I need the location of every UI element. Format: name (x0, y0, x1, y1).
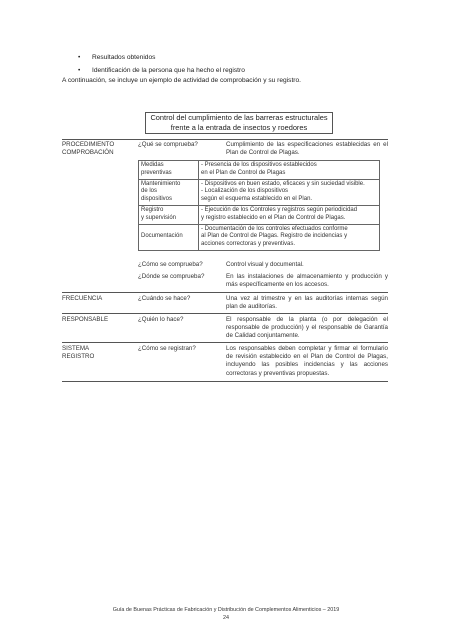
table-rule (62, 292, 388, 293)
answer-donde: En las instalaciones de almacenamiento y producción y más específicamente en los accesos. (226, 273, 388, 289)
bullet-text: Resultados obtenidos (92, 54, 156, 61)
row-label-line: REGISTRO (62, 353, 95, 361)
inner-row (139, 205, 380, 224)
question-que: ¿Qué se comprueba? (138, 141, 198, 148)
row-label-line: SISTEMA (62, 345, 90, 352)
question-como-registran: ¿Cómo se registran? (138, 345, 196, 352)
question-donde: ¿Dónde se comprueba? (138, 273, 205, 280)
row-label-line: PROCEDIMIENTO (62, 141, 115, 148)
inner-key: Mantenimiento de los dispositivos (139, 179, 199, 205)
table-rule (62, 313, 388, 314)
bullet-item (78, 51, 245, 64)
row-label-procedimiento (62, 141, 114, 157)
inner-value: - Ejecución de los Controles y registros según periodicidad y registro establecido en el Plan de Control de Plagas. (199, 205, 380, 224)
bullet-item (78, 64, 245, 77)
row-label-sistema (62, 345, 94, 361)
answer-que: Cumplimiento de las especificaciones establecidas en el Plan de Control de Plagas. (226, 141, 388, 157)
inner-row (139, 179, 380, 205)
inner-value: - Presencia de los dispositivos establecidos en el Plan de Control de Plagas (199, 161, 380, 180)
question-quien: ¿Quién lo hace? (138, 316, 184, 323)
bullet-dot-icon: • (78, 67, 81, 74)
answer-como-registran: Los responsables deben completar y firmar el formulario de revisión establecido en el Plan de Control de Plagas, incluyendo las posibles incidencias y las acciones correctoras y preventivas propuestas. (226, 345, 388, 377)
answer-como: Control visual y documental. (226, 261, 304, 268)
row-label-line: COMPROBACIÓN (62, 149, 114, 157)
answer-quien: El responsable de la planta (o por delegación el responsable de producción) y el responsable de Garantía de Calidad conjuntamente. (226, 316, 388, 340)
inner-row (139, 224, 380, 250)
inner-row (139, 161, 380, 180)
table-rule (62, 342, 388, 343)
table-rule (62, 139, 388, 140)
intro-paragraph: A continuación, se incluye un ejemplo de actividad de comprobación y su registro. (62, 77, 301, 84)
inner-key: Registro y supervisión (139, 205, 199, 224)
inner-checks-table (138, 160, 380, 251)
page-number: 24 (223, 615, 229, 621)
row-label-responsable: RESPONSABLE (62, 316, 109, 323)
bullet-dot-icon: • (78, 54, 81, 61)
table-title-line: Control del cumplimiento de las barreras estructurales (150, 113, 328, 122)
question-como: ¿Cómo se comprueba? (138, 261, 203, 268)
row-label-frecuencia: FRECUENCIA (62, 295, 103, 302)
answer-cuando: Una vez al trimestre y en las auditorías internas según plan de auditorías. (226, 295, 388, 311)
inner-value: - Dispositivos en buen estado, eficaces y sin suciedad visible. - Localización de los dispositivos según el esquema establecido en el Plan. (199, 179, 380, 205)
question-cuando: ¿Cuándo se hace? (138, 295, 191, 302)
inner-key: Documentación (139, 224, 199, 250)
table-title (145, 112, 333, 134)
bullet-list (78, 51, 245, 77)
table-rule (62, 381, 388, 382)
inner-value: - Documentación de los controles efectuados conforme al Plan de Control de Plagas. Registro de incidencias y acciones correctoras y preventivas. (199, 224, 380, 250)
footer-text: Guía de Buenas Prácticas de Fabricación y Distribución de Complementos Alimenticios – 2019 (112, 607, 340, 613)
inner-key: Medidas preventivas (139, 161, 199, 180)
bullet-text: Identificación de la persona que ha hecho el registro (92, 67, 245, 74)
table-title-line: frente a la entrada de insectos y roedores (170, 123, 308, 132)
